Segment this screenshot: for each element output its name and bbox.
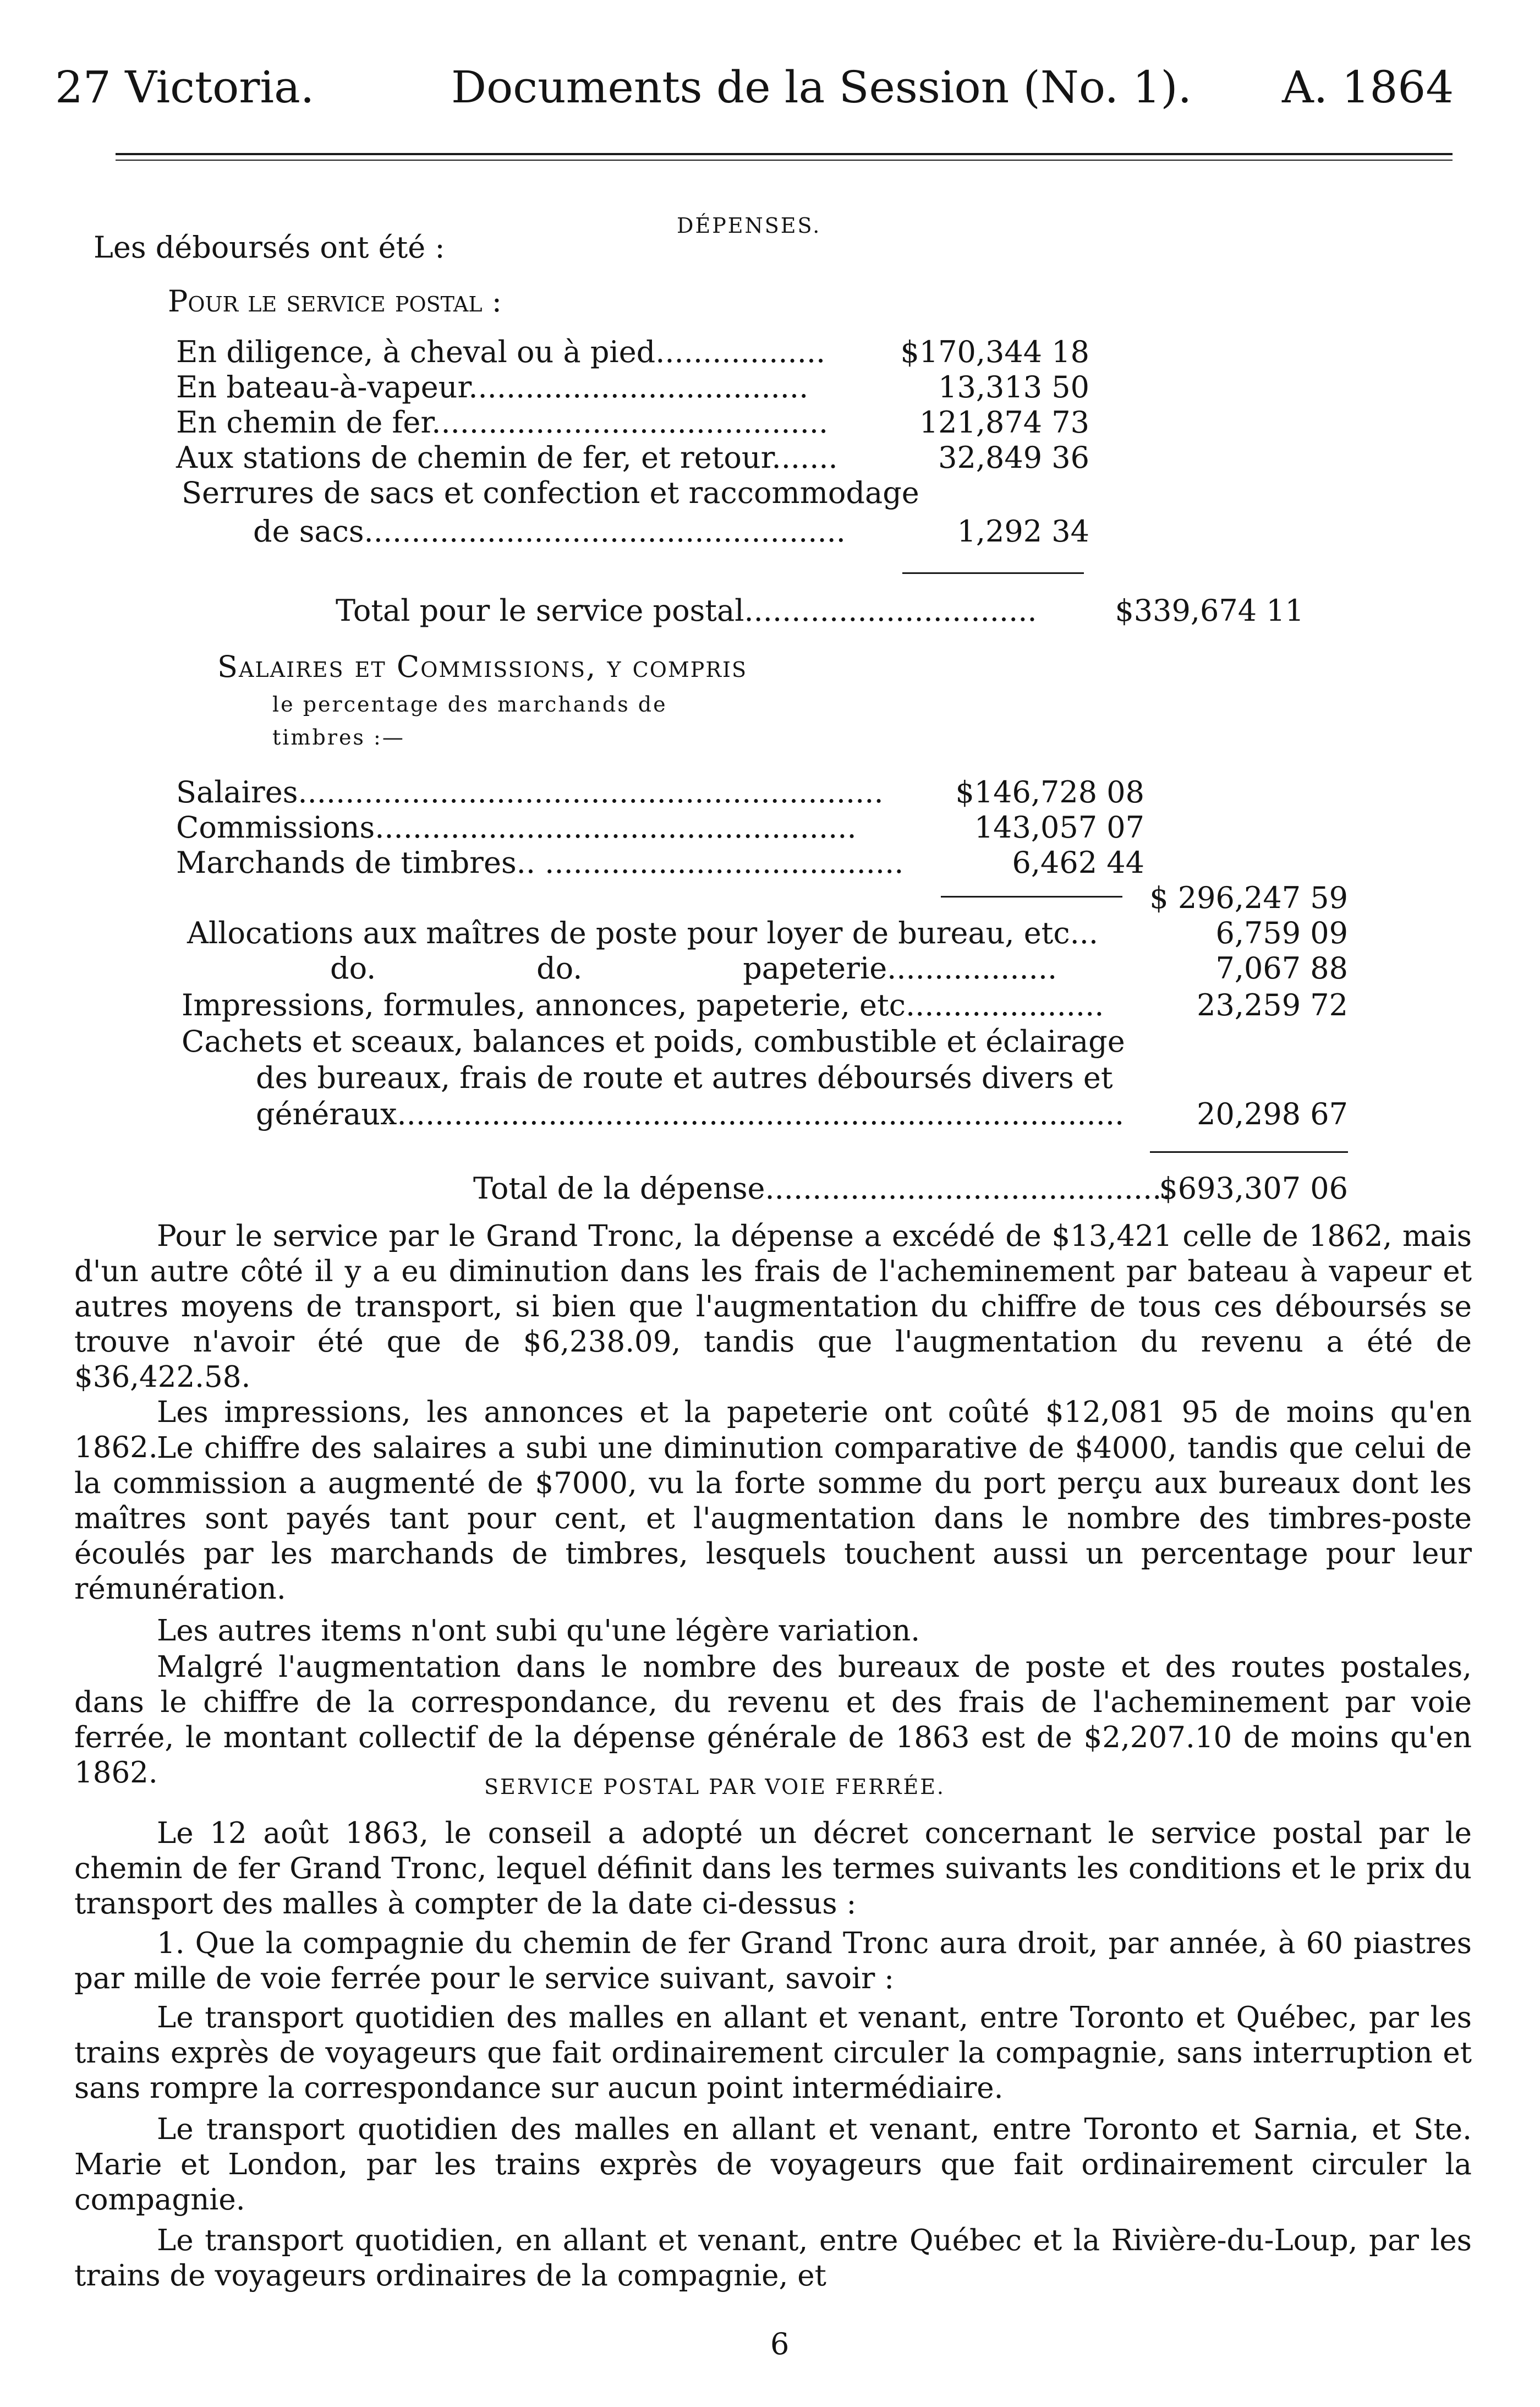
- postal-item-amount: 1,292 34: [957, 514, 1089, 549]
- other-item-label: Impressions, formules, annonces, papeterie, etc.....................: [182, 988, 1104, 1022]
- salaries-heading: Salaires et Commissions, y compris: [217, 649, 748, 684]
- body-paragraph: Le transport quotidien, en allant et venant, entre Québec et la Rivière-du-Loup, par les trains de voyageurs ordinaires de la compagnie, et: [74, 2224, 1472, 2293]
- body-paragraph: Malgré l'augmentation dans le nombre des bureaux de poste et des routes postales, dans le chiffre de la correspondance, du revenu et des frais de l'acheminement par voie ferrée, le montant collectif de la dépense générale de 1863 est de $2,207.10 de moins qu'en 1862.: [74, 1650, 1472, 1790]
- salary-item-label: Salaires..............................................................: [176, 775, 884, 809]
- postal-item-label: En diligence, à cheval ou à pied..................: [176, 335, 826, 369]
- salaries-heading: timbres :—: [272, 725, 405, 750]
- other-item-label: Allocations aux maîtres de poste pour loyer de bureau, etc...: [187, 916, 1099, 950]
- other-item-amount: 23,259 72: [1197, 988, 1348, 1022]
- postal-item-label: Serrures de sacs et confection et raccommodage: [182, 475, 919, 510]
- grand-total-label: Total de la dépense...........................................: [473, 1171, 1171, 1206]
- header-session-year: 27 Victoria.: [55, 62, 315, 113]
- expenses-heading: DÉPENSES.: [677, 214, 821, 238]
- grand-sum-rule: [1150, 1151, 1348, 1153]
- body-paragraph: 1. Que la compagnie du chemin de fer Grand Tronc aura droit, par année, à 60 piastres par mille de voie ferrée pour le service suivant, savoir :: [74, 1927, 1472, 1995]
- postal-item-label: Aux stations de chemin de fer, et retour.......: [176, 440, 838, 475]
- other-item-amount: 6,759 09: [1215, 916, 1348, 950]
- postal-total-label: Total pour le service postal...............................: [336, 593, 1037, 628]
- body-paragraph: Les autres items n'ont subi qu'une légère variation.: [157, 1614, 920, 1648]
- body-paragraph: Le 12 août 1863, le conseil a adopté un décret concernant le service postal par le chemin de fer Grand Tronc, lequel définit dans les termes suivants les conditions et le prix du transport des malles à compter de la date ci-dessus :: [74, 1817, 1472, 1921]
- postal-heading: Pour le service postal :: [168, 284, 502, 319]
- postal-item-amount: 121,874 73: [919, 405, 1089, 440]
- expenses-intro: Les déboursés ont été :: [94, 230, 445, 265]
- header-rule-bottom: [116, 160, 1453, 161]
- salary-item-label: Marchands de timbres.. ......................................: [176, 845, 904, 880]
- body-paragraph: Les impressions, les annonces et la papeterie ont coûté $12,081 95 de moins qu'en 1862.: [74, 1396, 1472, 1464]
- header-year: A. 1864: [1282, 62, 1454, 113]
- rail-section-heading: SERVICE POSTAL PAR VOIE FERRÉE.: [484, 1775, 946, 1799]
- grand-total-amount: $693,307 06: [1159, 1171, 1348, 1206]
- body-paragraph: Le transport quotidien des malles en allant et venant, entre Toronto et Québec, par les trains exprès de voyageurs que fait ordinairement circuler la compagnie, sans interruption et sans rompre la correspondance sur aucun point intermédiaire.: [74, 2001, 1472, 2105]
- other-item-label: des bureaux, frais de route et autres déboursés divers et: [256, 1060, 1113, 1095]
- salary-item-label: Commissions...................................................: [176, 810, 857, 845]
- postal-item-amount: 32,849 36: [938, 440, 1089, 475]
- other-item-label: Cachets et sceaux, balances et poids, combustible et éclairage: [182, 1024, 1125, 1059]
- salaries-heading: le percentage des marchands de: [272, 692, 667, 716]
- body-paragraph: Le chiffre des salaires a subi une diminution comparative de $4000, tandis que celui de la commission a augmenté de $7000, vu la forte somme du port perçu aux bureaux dont les maîtres sont payés tant pour cent, et l'augmentation dans le nombre des timbres-poste écoulés par les marchands de timbres, lesquels touchent aussi un percentage pour leur rémunération.: [74, 1431, 1472, 1606]
- postal-item-label: de sacs...................................................: [253, 514, 846, 549]
- postal-item-label: En chemin de fer..........................................: [176, 405, 829, 440]
- salary-sum-rule: [941, 896, 1122, 898]
- salary-total-amount: $ 296,247 59: [1149, 880, 1348, 915]
- other-item-amount: 7,067 88: [1215, 951, 1348, 986]
- page-number: 6: [770, 2327, 790, 2361]
- header-document-title: Documents de la Session (No. 1).: [451, 62, 1192, 113]
- postal-item-amount: 13,313 50: [938, 370, 1089, 404]
- body-paragraph: Pour le service par le Grand Tronc, la dépense a excédé de $13,421 celle de 1862, mais d'un autre côté il y a eu diminution dans les frais de l'acheminement par bateau à vapeur et autres moyens de transport, si bien que l'augmentation du chiffre de tous ces déboursés se trouve n'avoir été que de $6,238.09, tandis que l'augmentation du revenu a été de $36,422.58.: [74, 1219, 1472, 1394]
- postal-sum-rule: [902, 572, 1084, 574]
- other-item-amount: 20,298 67: [1197, 1097, 1348, 1131]
- postal-item-amount: $170,344 18: [900, 335, 1089, 369]
- salary-item-amount: 143,057 07: [974, 810, 1144, 845]
- other-item-label: do. do. papeterie..................: [330, 951, 1057, 986]
- header-rule-top: [116, 153, 1453, 155]
- salary-item-amount: 6,462 44: [1012, 845, 1144, 880]
- postal-item-label: En bateau-à-vapeur....................................: [176, 370, 809, 404]
- body-paragraph: Le transport quotidien des malles en allant et venant, entre Toronto et Sarnia, et Ste. Marie et London, par les trains exprès de voyageurs que fait ordinairement circuler la compagnie.: [74, 2113, 1472, 2217]
- other-item-label: généraux.............................................................................: [256, 1097, 1125, 1131]
- postal-total-amount: $339,674 11: [1115, 593, 1304, 628]
- salary-item-amount: $146,728 08: [955, 775, 1144, 809]
